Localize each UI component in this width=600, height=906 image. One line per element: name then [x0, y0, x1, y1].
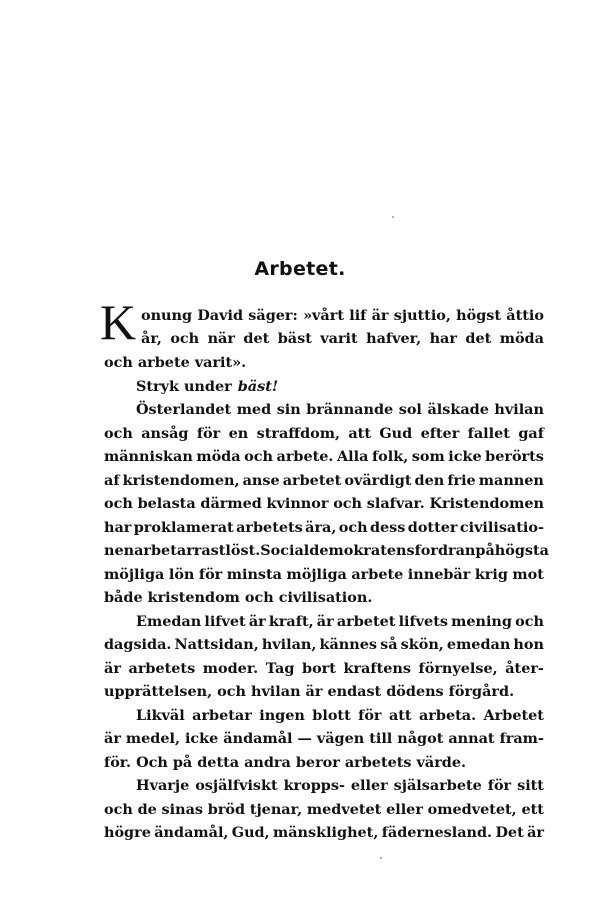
text-line: dagsida. Nattsidan, hvilan, kännes så skön, emedan hon: [104, 636, 544, 653]
text-line: är medel, icke ändamål — vägen till något annat fram-: [104, 730, 544, 747]
drop-cap: K: [100, 294, 137, 350]
text-line: af kristendomen, anse arbetet ovärdigt den frie mannen: [104, 472, 544, 489]
text-line: har proklamerat arbetets ära, och dess dotter civilisatio-: [104, 519, 544, 536]
text-line: och belasta därmed kvinnor och slafvar. Kristendomen: [104, 495, 544, 512]
text-line: upprättelsen, och hvilan är endast dödens förgård.: [104, 683, 515, 700]
print-speck: [392, 216, 394, 218]
text-line: Likväl arbetar ingen blott för att arbeta. Arbetet: [136, 707, 544, 724]
text-line: möjliga lön för minsta möjliga arbete innebär krig mot: [104, 566, 544, 583]
text-line: högre ändamål, Gud, mänsklighet, fädernesland. Det är: [104, 824, 544, 841]
text-line: Österlandet med sin brännande sol älskade hvilan: [136, 401, 544, 418]
text-line: och de sinas bröd tjenar, medvetet eller omedvetet, ett: [104, 801, 544, 818]
text-line: Emedan lifvet är kraft, är arbetet lifvets mening och: [136, 613, 544, 630]
chapter-title: Arbetet.: [254, 258, 346, 280]
text-line: för. Och på detta andra beror arbetets värde.: [104, 754, 467, 771]
text-span: Stryk under: [136, 378, 232, 395]
text-line: nen arbetar rastlöst. Socialdemokratens fordran på högsta: [104, 542, 549, 559]
text-line: Hvarje osjälfviskt kropps- eller själsarbete för sitt: [136, 777, 544, 794]
print-speck: [380, 857, 382, 859]
text-line: är arbetets moder. Tag bort kraftens förnyelse, åter-: [104, 660, 544, 677]
text-line: år, och när det bäst varit hafver, har det möda: [141, 330, 544, 347]
text-line: onung David säger: »vårt lif är sjuttio, högst åttio: [141, 307, 544, 324]
emphasis-text: bäst!: [237, 378, 279, 395]
text-line: människan möda och arbete. Alla folk, som icke berörts: [104, 448, 544, 465]
text-line: och arbete varit».: [104, 354, 247, 371]
text-line: både kristendom och civilisation.: [104, 589, 373, 606]
text-line: och ansåg för en straffdom, att Gud efter fallet gaf: [104, 425, 544, 442]
text-line: [136, 380, 544, 394]
